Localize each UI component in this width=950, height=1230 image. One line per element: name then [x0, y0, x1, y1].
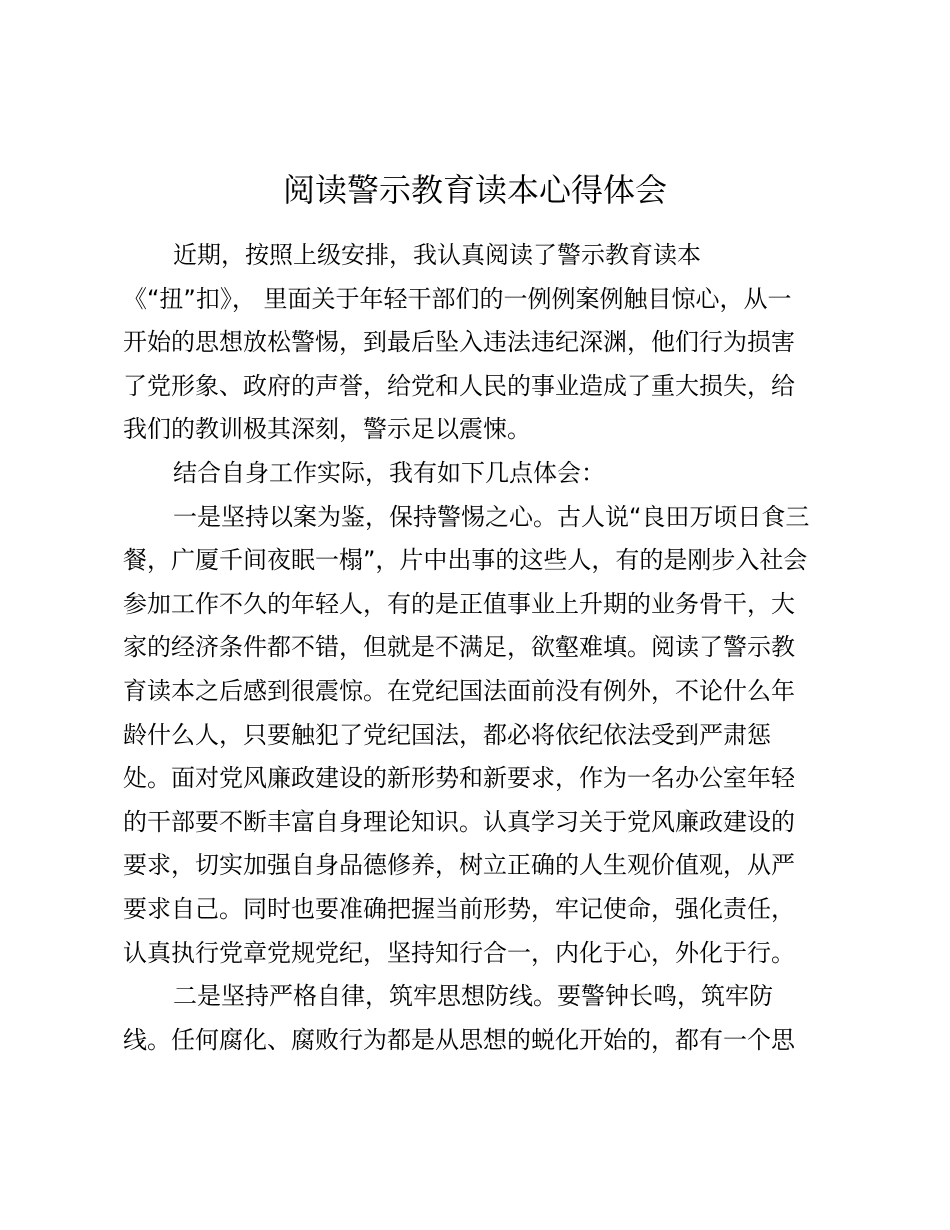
- document-title: 阅读警示教育读本心得体会: [282, 171, 667, 209]
- paragraph-line: 近期，按照上级安排，我认真阅读了警示教育读本: [173, 241, 701, 269]
- paragraph-line: 家的经济条件都不错，但就是不满足，欲壑难填。阅读了警示教: [123, 633, 795, 662]
- paragraph-line: 要求自己。同时也要准确把握当前形势，牢记使命，强化责任，: [123, 894, 795, 923]
- paragraph-line: 我们的教训极其深刻，警示足以震悚。: [123, 415, 531, 444]
- paragraph-line: 要求，切实加强自身品德修养，树立正确的人生观价值观，从严: [123, 851, 795, 880]
- paragraph-line: 育读本之后感到很震惊。在党纪国法面前没有例外，不论什么年: [123, 676, 795, 705]
- paragraph-line: 餐，广厦千间夜眠一榻”，片中出事的这些人，有的是刚步入社会: [123, 546, 808, 575]
- paragraph-line: 认真执行党章党规党纪，坚持知行合一，内化于心，外化于行。: [123, 938, 795, 967]
- paragraph-line: 开始的思想放松警惕，到最后坠入违法违纪深渊，他们行为损害: [123, 328, 795, 357]
- paragraph-line: 二是坚持严格自律，筑牢思想防线。要警钟长鸣，筑牢防: [173, 982, 773, 1011]
- paragraph-line: 线。任何腐化、腐败行为都是从思想的蜕化开始的，都有一个思: [123, 1025, 795, 1054]
- paragraph-line: 结合自身工作实际，我有如下几点体会：: [173, 458, 605, 487]
- paragraph-line: 《“扭”扣》， 里面关于年轻干部们的一例例案例触目惊心，从一: [123, 284, 792, 313]
- paragraph-line: 龄什么人，只要触犯了党纪国法，都必将依纪依法受到严肃惩: [123, 720, 771, 749]
- paragraph-line: 一是坚持以案为鉴，保持警惕之心。古人说“良田万顷日食三: [173, 502, 810, 531]
- document-body: [123, 234, 843, 1062]
- paragraph-line: 处。面对党风廉政建设的新形势和新要求，作为一名办公室年轻: [123, 764, 795, 793]
- paragraph-line: 了党形象、政府的声誉，给党和人民的事业造成了重大损失，给: [123, 371, 795, 400]
- paragraph-line: 的干部要不断丰富自身理论知识。认真学习关于党风廉政建设的: [123, 807, 795, 836]
- paragraph-line: 参加工作不久的年轻人，有的是正值事业上升期的业务骨干，大: [123, 589, 795, 618]
